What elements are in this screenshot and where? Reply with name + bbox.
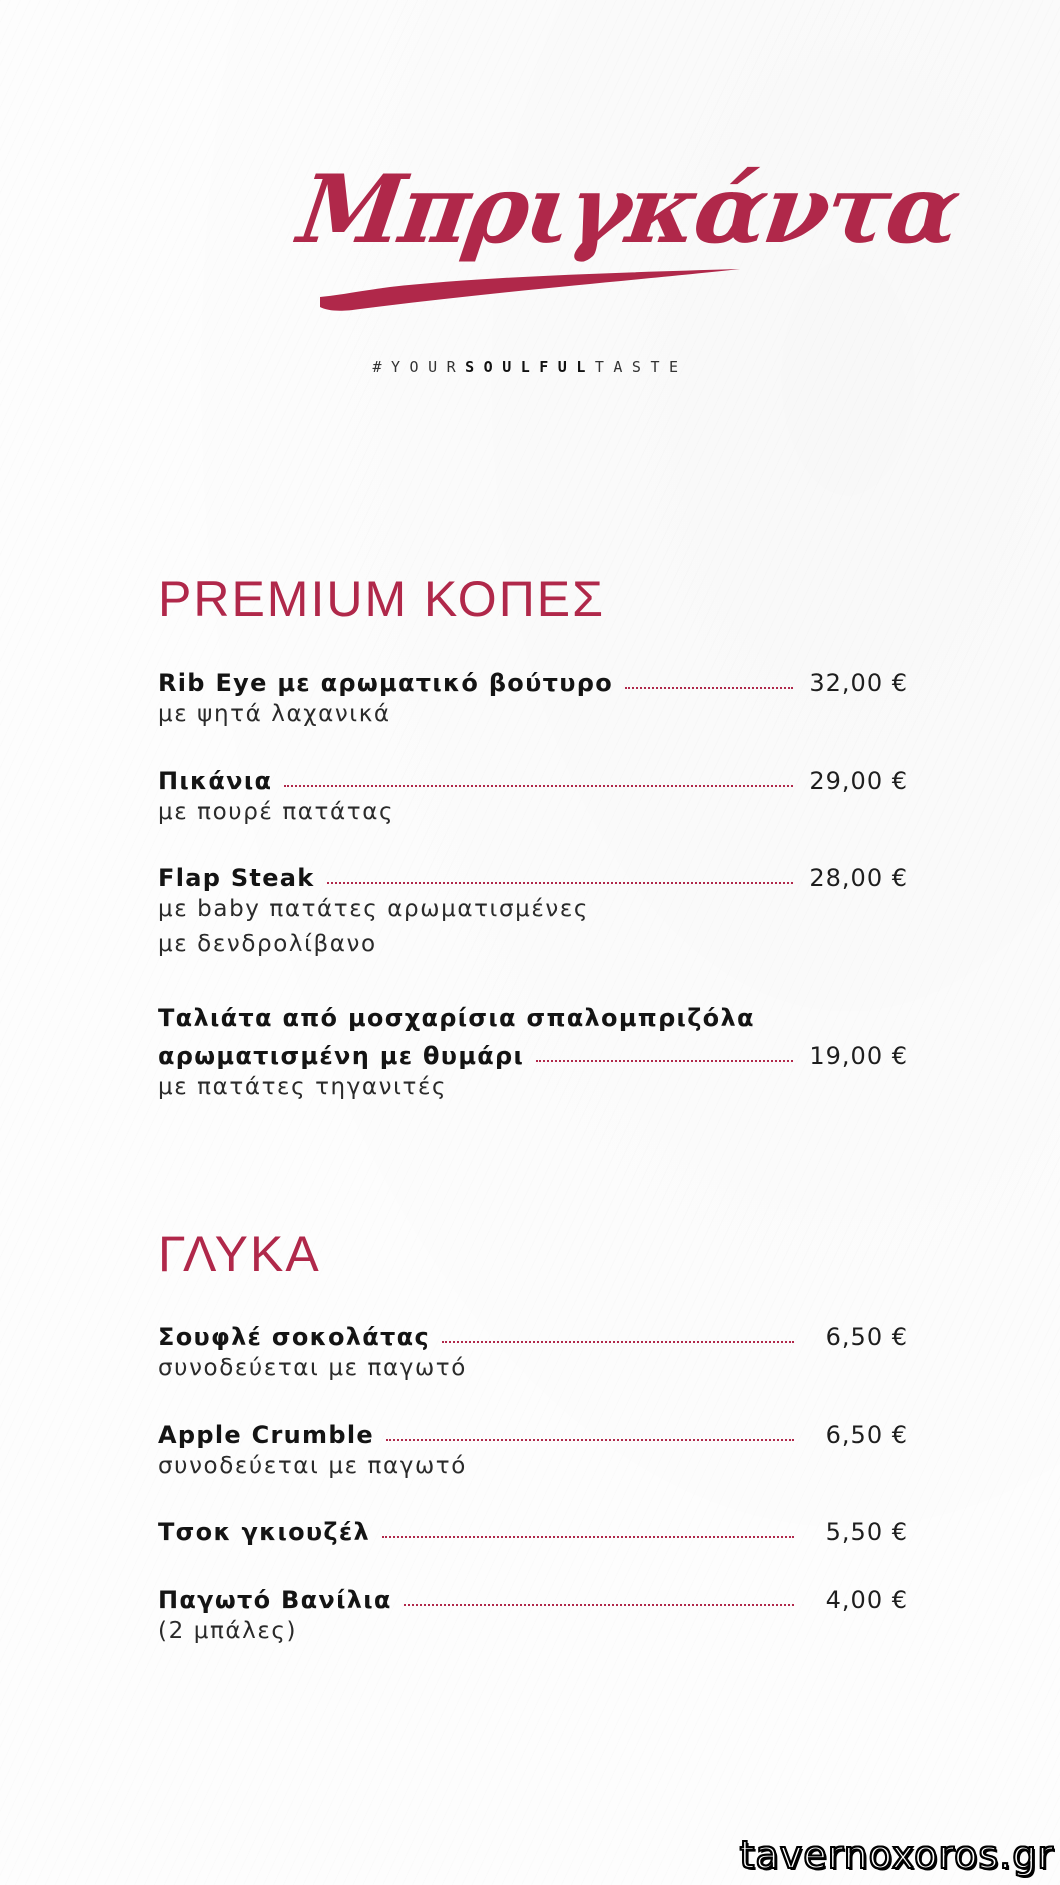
dotted-leader [327,881,794,884]
menu-item-description: συνοδεύεται με παγωτό [158,1355,467,1381]
menu-item-row [158,1415,908,1449]
menu-item-description: με ψητά λαχανικά [158,701,391,727]
tagline-part2: SOULFUL [465,358,595,376]
menu-item-row [158,761,908,795]
dotted-leader [382,1535,794,1538]
menu-item-description: με δενδρολίβανο [158,931,377,957]
logo-wordmark: Μπριγκάντα [292,155,965,265]
menu-item-description: με πατάτες τηγανιτές [158,1074,448,1100]
menu-item-price: 4,00 € [825,1586,908,1614]
menu-item-price: 28,00 € [809,864,908,892]
menu-item-name: Flap Steak [158,864,315,892]
section-title-desserts: ΓΛΥΚΑ [158,1226,321,1282]
menu-item [158,858,908,962]
menu-item-price: 6,50 € [825,1421,908,1449]
menu-item-price: 19,00 € [809,1042,908,1070]
menu-item-description: με πουρέ πατάτας [158,799,395,825]
menu-item [158,1415,908,1484]
menu-item-row [158,1317,908,1351]
menu-item-row [158,663,908,697]
menu-item-row [158,1580,908,1614]
dotted-leader [404,1603,794,1606]
menu-item [158,1000,908,1105]
menu-item-name: αρωματισμένη με θυμάρι [158,1042,525,1070]
menu-item-name: Ταλιάτα από μοσχαρίσια σπαλομπριζόλα [158,1004,755,1032]
tagline [0,358,1060,376]
dotted-leader [625,686,793,689]
menu-item [158,1580,908,1649]
section-title-premium: PREMIUM ΚΟΠΕΣ [158,571,606,627]
menu-item [158,1317,908,1386]
menu-item-name: Πικάνια [158,767,273,795]
watermark: tavernoxoros.gr [739,1833,1054,1877]
menu-item-name: Apple Crumble [158,1421,374,1449]
dotted-leader [284,784,793,787]
menu-item-row [158,1512,908,1546]
tagline-part3: TASTE [594,358,688,376]
dotted-leader [442,1340,794,1343]
menu-item [158,1512,908,1546]
menu-item-description: με baby πατάτες αρωματισμένες [158,896,589,922]
dotted-leader [386,1438,794,1441]
menu-item-price: 32,00 € [809,669,908,697]
menu-item-name: Παγωτό Βανίλια [158,1586,392,1614]
tagline-part1: #YOUR [372,358,466,376]
menu-item-name: Rib Eye με αρωματικό βούτυρο [158,669,613,697]
restaurant-logo [292,145,965,335]
menu-item-description: συνοδεύεται με παγωτό [158,1453,467,1479]
menu-item-row [158,1036,908,1070]
menu-item-price: 5,50 € [825,1518,908,1546]
menu-item-price: 6,50 € [825,1323,908,1351]
menu-item [158,663,908,732]
menu-item-name: Σουφλέ σοκολάτας [158,1323,430,1351]
menu-item-row [158,858,908,892]
menu-item [158,761,908,830]
menu-item-price: 29,00 € [809,767,908,795]
dotted-leader [536,1059,793,1062]
menu-item-description: (2 μπάλες) [158,1618,298,1644]
menu-item-name: Τσοκ γκιουζέλ [158,1518,371,1546]
